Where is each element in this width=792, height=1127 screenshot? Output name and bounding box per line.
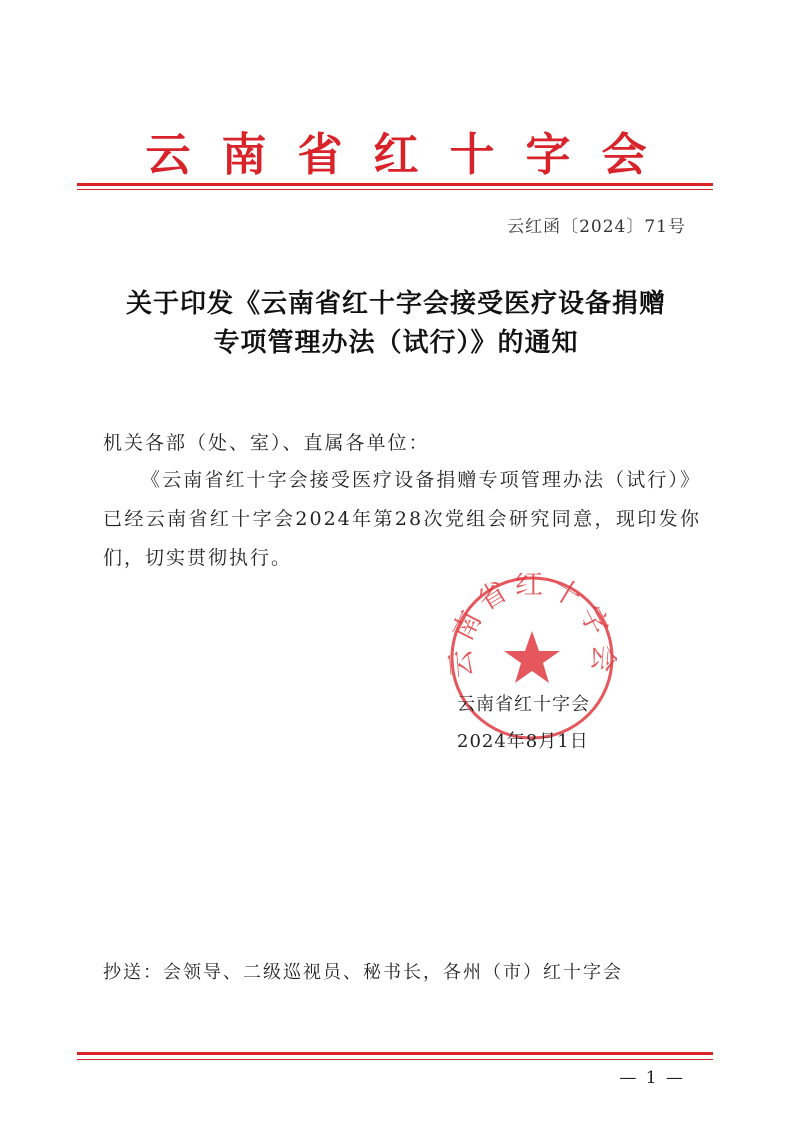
document-number: 云红函〔2024〕71号 [507,217,686,237]
signer: 云南省红十字会 [457,694,590,715]
addressee: 机关各部（处、室）、直属各单位： [103,432,430,454]
official-seal [447,573,617,743]
seal-text: 南省红十字 [447,573,617,646]
seal-graphic [447,573,617,743]
page-number: — 1 — [619,1068,685,1088]
body-paragraph: 《云南省红十字会接受医疗设备捐赠专项管理办法（试行）》已经云南省红十字会2024年第28次党组会研究同意，现印发你们，切实贯彻执行。 [103,469,701,569]
star-icon [504,631,560,683]
letterhead-title: 云南省红十字会 [145,128,678,181]
cc-list: 抄送：会领导、二级巡视员、秘书长，各州（市）红十字会 [103,962,623,983]
letterhead-rule-thin [77,189,713,190]
letterhead-rule-thick [77,183,713,186]
issue-date: 2024年8月1日 [457,731,589,752]
footer-rule-thick [77,1052,713,1055]
document-title-line1: 关于印发《云南省红十字会接受医疗设备捐赠 [125,289,666,319]
footer-rule-thin [77,1059,713,1060]
document-title-line2: 专项管理办法（试行）》的通知 [213,328,579,358]
